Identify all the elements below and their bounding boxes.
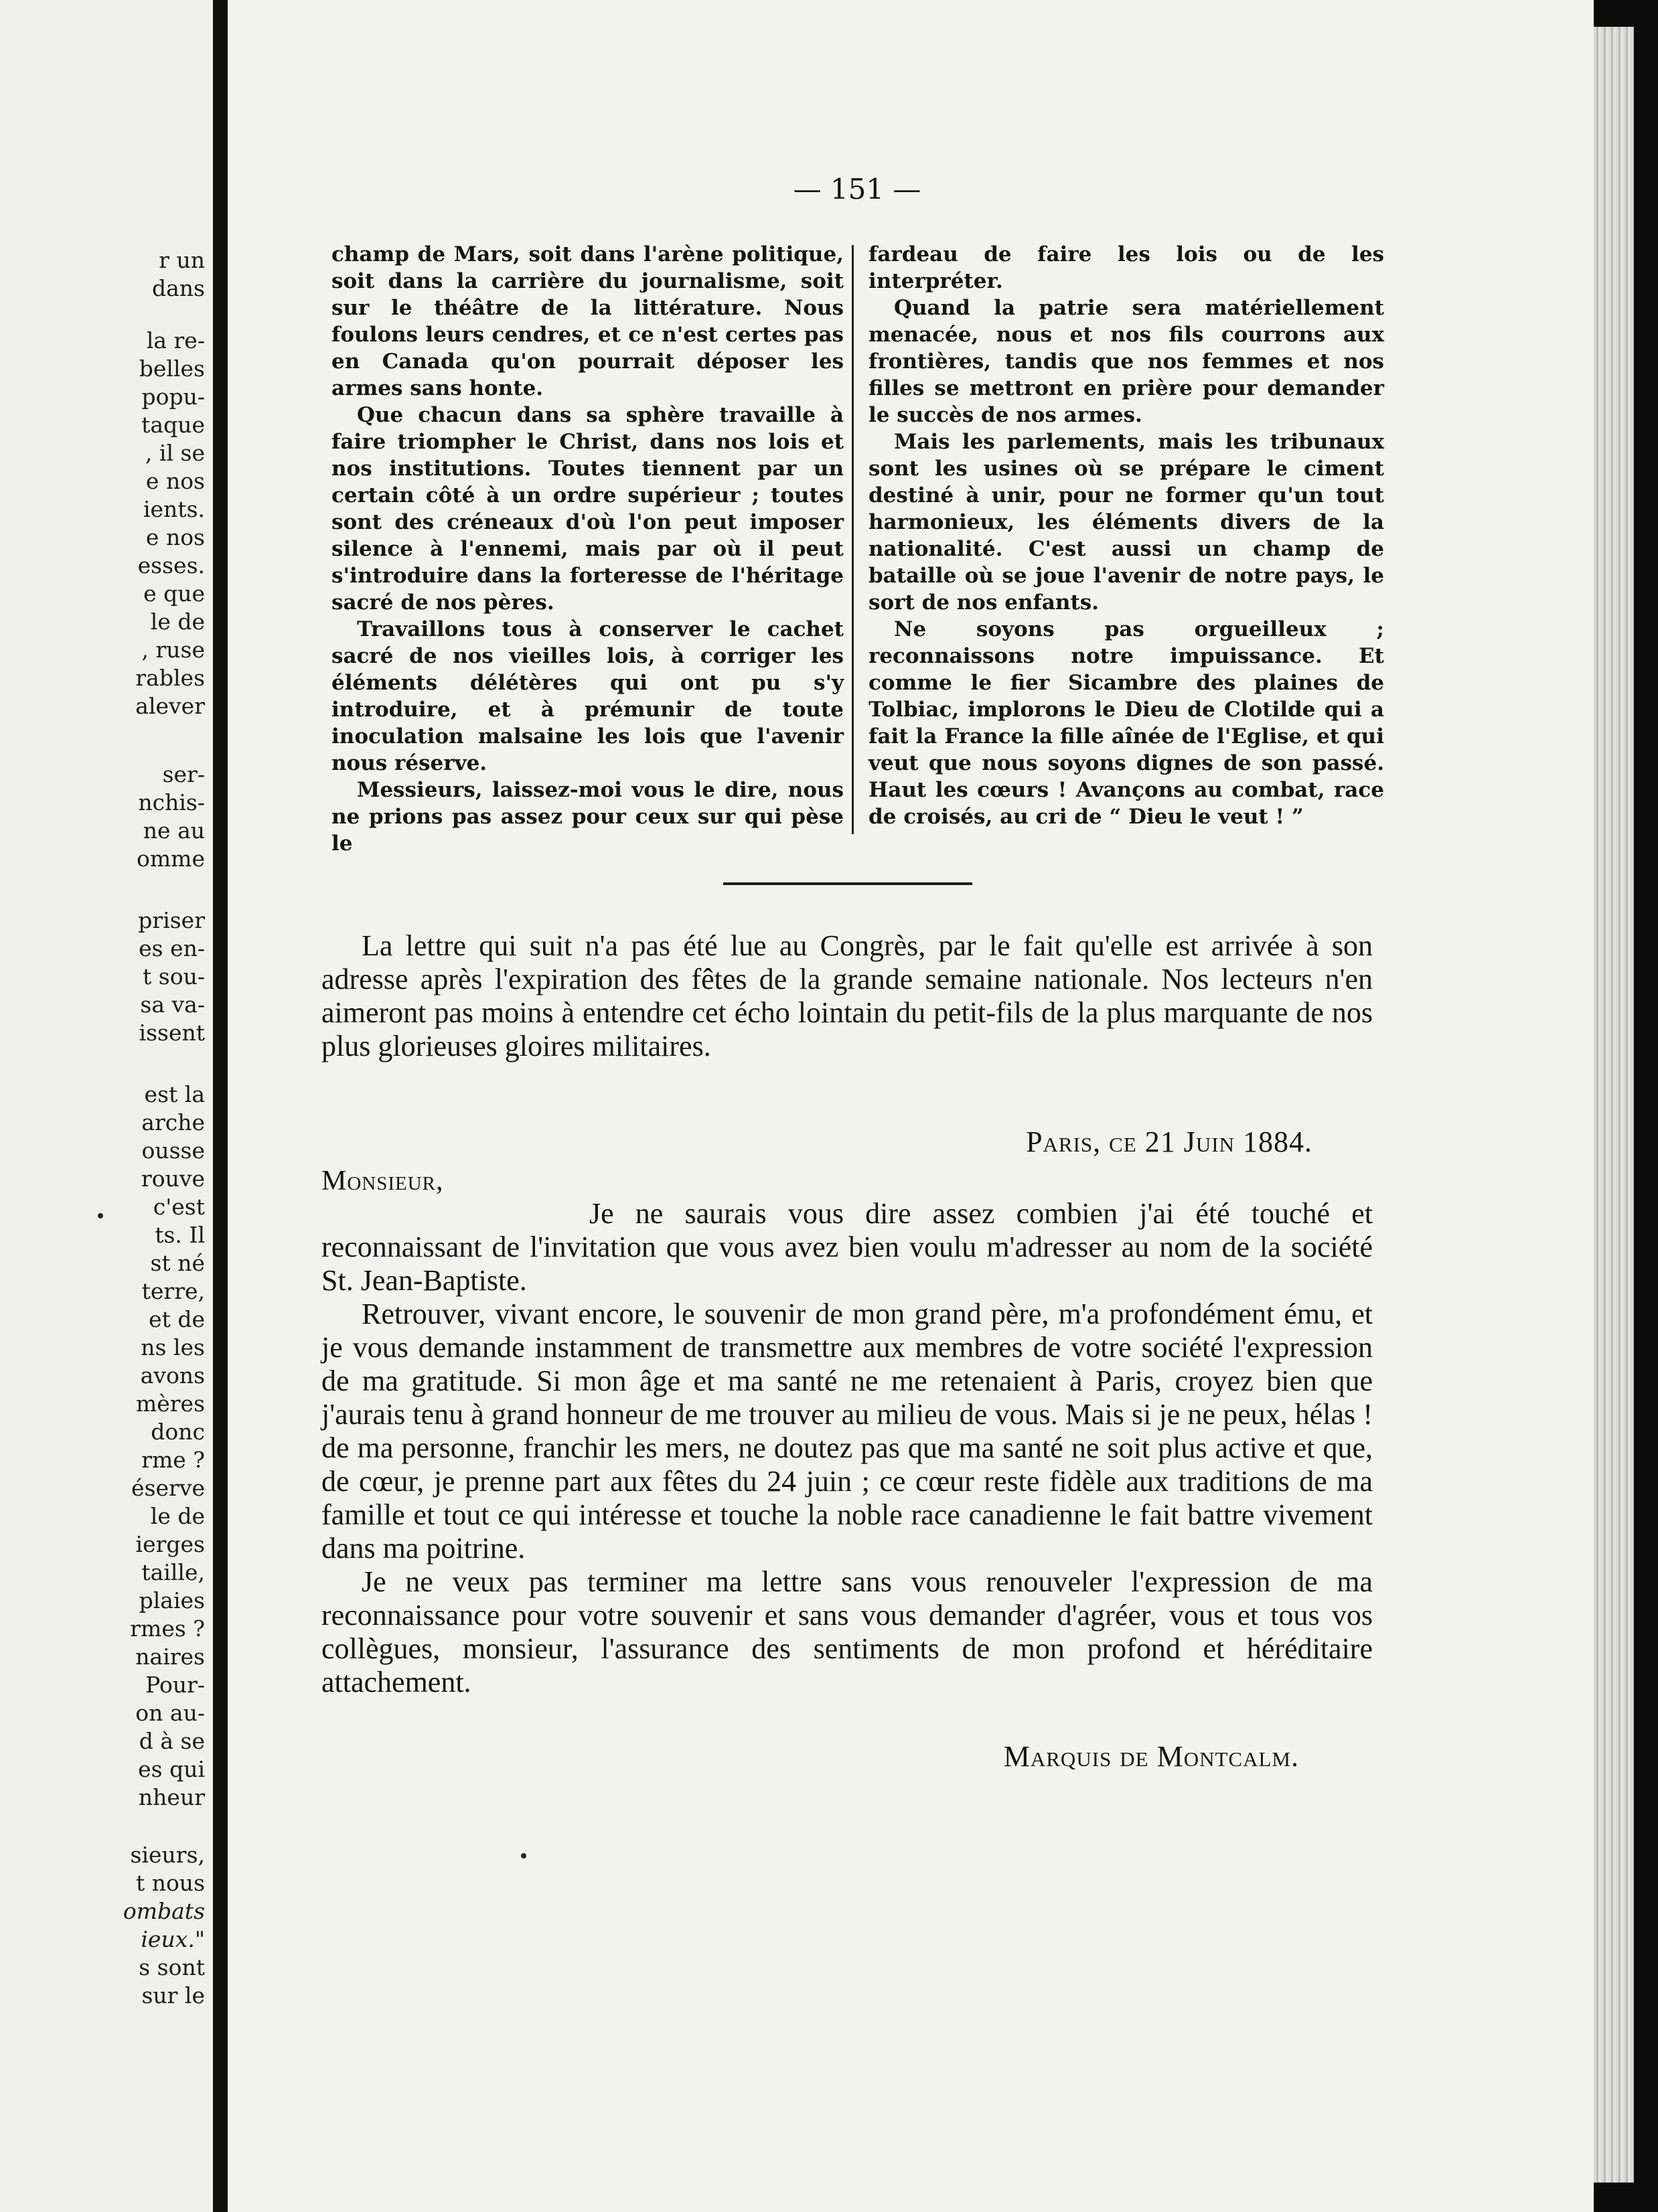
adjacent-page-fragment: e nos [145,524,205,550]
adjacent-page-fragment: ombats [123,1898,205,1924]
adjacent-page-fragment: le de [150,609,205,635]
adjacent-page-fragment: rme ? [141,1447,205,1473]
adjacent-page-fragment: ients. [143,496,205,522]
adjacent-page-fragment: esses. [137,552,205,578]
column-left-paragraph: Que chacun dans sa sphère travaille à faire triompher le Christ, dans nos lois et nos institutions. Toutes tiennent par un certain côté à un ordre supérieur ; toutes sont des créneaux d'où l'on peut imposer silence à l'ennemi, mais par où il peut s'introduire dans la forteresse de l'héritage sacré de nos pères. [331,403,844,615]
column-right-paragraph: Quand la patrie sera matériellement menacée, nous et nos fils courrons aux frontières, tandis que nos femmes et nos filles se mettront en prière pour demander le succès de nos armes. [869,296,1384,427]
adjacent-page-fragment: nchis- [138,789,205,815]
adjacent-page-fragment: dans [152,275,205,301]
column-left [331,241,844,857]
letter-paragraph: Retrouver, vivant encore, le souvenir de mon grand père, m'a profondément ému, et je vous demande instamment de transmettre aux membres de votre société l'expression de ma gratitude. Si mon âge et ma santé ne me retenaient à Paris, croyez bien que j'aurais tenu à grand honneur de me trouver au milieu de vous. Mais si je ne peux, hélas ! de ma personne, franchir les mers, ne doutez pas que ma santé ne soit plus active et que, de cœur, je prenne part aux fêtes du 24 juin ; ce cœur reste fidèle aux traditions de ma famille et tout ce qui intéresse et touche la noble race canadienne le fait battre vivement dans ma poitrine. [321,1297,1373,1565]
adjacent-page-fragment: r un [159,247,205,273]
adjacent-page-fragment: est la [144,1081,205,1107]
adjacent-page-fragment: arche [141,1109,205,1135]
column-left-paragraph: Messieurs, laissez-moi vous le dire, nous ne prions pas assez pour ceux sur qui pèse le [331,778,844,856]
adjacent-page-fragment: terre, [141,1278,205,1304]
editorial-note [321,929,1373,1063]
adjacent-page-fragment: , il se [145,440,205,466]
adjacent-page-fragment: la re- [146,327,205,353]
adjacent-page-fragment: nheur [138,1784,205,1810]
column-left-paragraph: Travaillons tous à conserver le cachet sacré de nos vieilles lois, à corriger les éléments délétères qui ont pu s'y introduire, et à prémunir de toute inoculation malsaine les lois que l'avenir nous réserve. [331,617,844,775]
adjacent-page-fragment: taille, [141,1559,205,1585]
adjacent-page-fragment: ser- [162,761,205,787]
column-right-paragraph: fardeau de faire les lois ou de les interpréter. [869,242,1384,293]
adjacent-page-fragment: naires [135,1644,205,1670]
adjacent-page-fragment: éserve [131,1475,205,1501]
adjacent-page-fragment: rouve [141,1166,205,1192]
adjacent-page-fragment: popu- [141,384,205,410]
adjacent-page-fragment: es qui [138,1756,205,1782]
adjacent-page-fragment: plaies [139,1587,205,1613]
column-left-paragraph: champ de Mars, soit dans l'arène politique, soit dans la carrière du journalisme, soit sur le théâtre de la littérature. Nous foulons leurs cendres, et ce n'est certes pas en Canada qu'on pourrait déposer les armes sans honte. [331,242,844,400]
adjacent-page-fragment: sa va- [140,992,205,1018]
column-divider [852,245,854,834]
letter-signature: Marquis de Montcalm. [1003,1740,1299,1773]
adjacent-page-fragment: on au- [135,1700,205,1726]
letter-paragraph: Je ne saurais vous dire assez combien j'ai été touché et reconnaissant de l'invitation que vous avez bien voulu m'adresser au nom de la société St. Jean-Baptiste. [321,1197,1373,1297]
column-right-paragraph: Ne soyons pas orgueilleux ; reconnaissons notre impuissance. Et comme le fier Sicambre des plaines de Tolbiac, implorons le Dieu de Clotilde qui a fait la France la fille aînée de l'Eglise, et qui veut que nous soyons dignes de son passé. Haut les cœurs ! Avançons au combat, race de croisés, au cri de “ Dieu le veut ! ” [869,617,1384,829]
adjacent-page-fragment: e nos [145,468,205,494]
adjacent-page-fragment: e que [143,580,205,607]
page-number: — 151 — [793,173,921,206]
adjacent-page-fragment: priser [138,907,205,933]
adjacent-page-fragment: rables [135,665,205,691]
adjacent-page-fragment: sur le [141,1982,205,2008]
letter-paragraph: Je ne veux pas terminer ma lettre sans vous renouveler l'expression de ma reconnaissance pour votre souvenir et sans vous demander d'agréer, vous et tous vos collègues, monsieur, l'assurance des sentiments de mon profond et héréditaire attachement. [321,1565,1373,1698]
adjacent-page-fragment: donc [151,1419,205,1445]
ink-speck [98,1213,103,1218]
adjacent-page-fragment: es en- [139,935,205,961]
adjacent-page-fragment: ne au [143,817,205,844]
letter-salutation: Monsieur, [321,1166,444,1196]
adjacent-page-fragment: belles [139,356,205,382]
adjacent-page-fragment: st né [150,1250,205,1276]
letter-dateline: Paris, ce 21 Juin 1884. [1026,1125,1312,1158]
ink-speck [521,1853,526,1859]
adjacent-page-fragment: le de [150,1503,205,1529]
adjacent-page-fragment: rmes ? [130,1615,205,1642]
adjacent-page-strip [0,0,213,2212]
adjacent-page-fragment: t nous [135,1870,205,1896]
letter-body [321,1197,1373,1699]
adjacent-page-fragment: et de [149,1306,205,1332]
book-gutter [213,0,228,2212]
adjacent-page-fragment: alever [135,693,205,719]
adjacent-page-fragment: ts. Il [155,1222,205,1248]
adjacent-page-fragment: omme [137,846,205,872]
editorial-note-text: La lettre qui suit n'a pas été lue au Congrès, par le fait qu'elle est arrivée à son adresse après l'expiration des fêtes de la grande semaine nationale. Nos lecteurs n'en aimeront pas moins à entendre cet écho lointain du petit-fils de la plus marquante de nos plus glorieuses gloires militaires. [321,929,1373,1062]
page-edges [1594,27,1634,2183]
adjacent-page-fragment: sieurs, [130,1842,205,1868]
adjacent-page-fragment: c'est [153,1194,205,1220]
adjacent-page-fragment: s sont [139,1954,205,1980]
adjacent-page-fragment: Pour- [145,1672,205,1698]
column-right-paragraph: Mais les parlements, mais les tribunaux sont les usines où se prépare le ciment destiné à unir, pour ne former qu'un tout harmonieux, les éléments divers de la nationalité. C'est aussi un champ de bataille où se joue l'avenir de notre pays, le sort de nos enfants. [869,430,1384,615]
adjacent-page-fragment: mères [135,1391,205,1417]
adjacent-page-fragment: taque [141,412,205,438]
adjacent-page-fragment: ierges [135,1531,205,1557]
section-rule [723,882,972,885]
adjacent-page-fragment: issent [139,1020,205,1046]
adjacent-page-fragment: ieux." [141,1926,205,1952]
adjacent-page-fragment: d à se [139,1728,205,1754]
adjacent-page-fragment: ns les [141,1334,205,1360]
column-right [869,241,1384,830]
adjacent-page-fragment: , ruse [141,637,205,663]
adjacent-page-fragment: ousse [141,1137,205,1164]
adjacent-page-fragment: avons [140,1362,205,1389]
adjacent-page-fragment: t sou- [143,963,205,990]
